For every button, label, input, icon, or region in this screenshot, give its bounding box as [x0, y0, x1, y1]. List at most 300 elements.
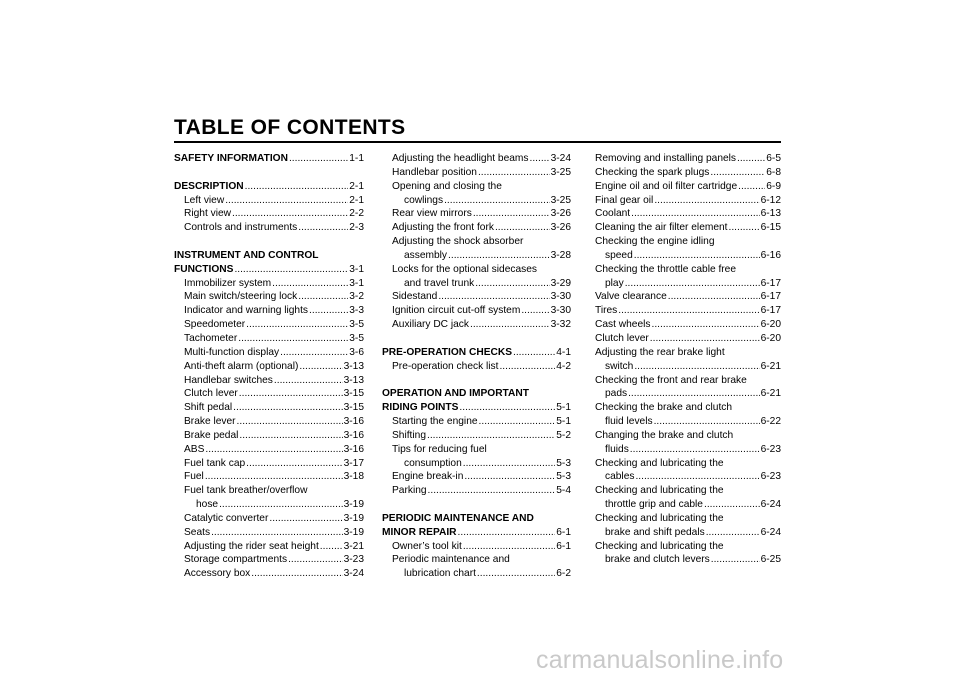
dot-leader — [205, 470, 343, 484]
dot-leader — [475, 277, 549, 291]
toc-entry[interactable] — [174, 540, 364, 554]
toc-page-number: 6-1 — [556, 526, 571, 538]
toc-entry[interactable] — [595, 166, 781, 180]
toc-entry-continued — [382, 387, 571, 401]
toc-entry[interactable] — [174, 318, 364, 332]
toc-entry-title: pads — [605, 388, 628, 400]
toc-entry-title: Accessory box — [184, 568, 251, 580]
toc-page-number: 3-16 — [343, 443, 364, 455]
toc-entry-title: Brake lever — [184, 416, 236, 428]
toc-entry-title: Tires — [595, 305, 618, 317]
toc-page-number: 3-16 — [343, 429, 364, 441]
toc-entry-title: Checking the brake and clutch — [595, 402, 733, 414]
toc-entry[interactable] — [382, 415, 571, 429]
toc-entry-title: Checking the front and rear brake — [595, 374, 747, 386]
dot-leader — [251, 567, 342, 581]
toc-entry[interactable] — [382, 290, 571, 304]
toc-entry[interactable] — [595, 498, 781, 512]
toc-page-number: 3-29 — [550, 277, 571, 289]
toc-entry-title: Starting the engine — [392, 416, 478, 428]
toc-entry[interactable] — [595, 249, 781, 263]
toc-entry-title: Final gear oil — [595, 194, 654, 206]
toc-entry-title: fluids — [605, 443, 629, 455]
toc-entry[interactable] — [174, 194, 364, 208]
toc-page-number: 6-23 — [760, 471, 781, 483]
dot-leader — [233, 401, 342, 415]
toc-entry[interactable] — [595, 526, 781, 540]
dot-leader — [711, 553, 760, 567]
toc-entry-title: assembly — [404, 249, 448, 261]
toc-section — [174, 152, 364, 166]
toc-page-number: 3-13 — [343, 360, 364, 372]
toc-entry-title: Clutch lever — [184, 388, 238, 400]
toc-page-number: 3-25 — [550, 194, 571, 206]
toc-entry-title: Adjusting the rear brake light — [595, 346, 725, 358]
toc-column-3 — [595, 152, 781, 581]
toc-page-number: 6-16 — [760, 249, 781, 261]
dot-leader — [274, 374, 343, 388]
dot-leader — [706, 526, 760, 540]
toc-entry-title: Adjusting the shock absorber — [392, 236, 524, 248]
toc-entry[interactable] — [382, 166, 571, 180]
toc-entry[interactable] — [382, 346, 571, 360]
dot-leader — [628, 387, 760, 401]
toc-entry-title: Storage compartments — [184, 554, 288, 566]
toc-page-number: 3-2 — [349, 291, 364, 303]
dot-leader — [654, 415, 760, 429]
toc-page-number: 3-6 — [349, 346, 364, 358]
toc-entry[interactable] — [174, 498, 364, 512]
toc-entry[interactable] — [382, 221, 571, 235]
toc-entry[interactable] — [595, 553, 781, 567]
toc-entry-title: RIDING POINTS — [382, 402, 459, 414]
dot-leader — [237, 415, 343, 429]
dot-leader — [458, 526, 556, 540]
dot-leader — [232, 207, 348, 221]
toc-entry[interactable] — [174, 429, 364, 443]
toc-entry-title: cables — [605, 471, 635, 483]
toc-section — [174, 180, 364, 235]
dot-leader — [444, 194, 550, 208]
toc-entry[interactable] — [595, 152, 781, 166]
toc-page-number: 3-15 — [343, 402, 364, 414]
toc-entry-continued — [174, 249, 364, 263]
dot-leader — [495, 221, 550, 235]
toc-entry[interactable] — [174, 263, 364, 277]
watermark-text: carmanualsonline.info — [536, 646, 784, 674]
toc-entry[interactable] — [174, 387, 364, 401]
toc-entry[interactable] — [174, 512, 364, 526]
dot-leader — [630, 443, 760, 457]
toc-entry-continued — [382, 512, 571, 526]
toc-page-number: 3-19 — [343, 499, 364, 511]
toc-entry-title: MINOR REPAIR — [382, 526, 457, 538]
dot-leader — [299, 360, 342, 374]
dot-leader — [246, 318, 348, 332]
toc-entry[interactable] — [382, 152, 571, 166]
toc-entry[interactable] — [595, 290, 781, 304]
dot-leader — [625, 277, 760, 291]
dot-leader — [470, 318, 550, 332]
toc-page-number: 6-20 — [760, 332, 781, 344]
toc-page-number: 6-9 — [766, 180, 781, 192]
toc-entry-continued — [595, 346, 781, 360]
toc-page-number: 1-1 — [349, 153, 364, 164]
dot-leader — [521, 304, 549, 318]
toc-entry-continued — [595, 429, 781, 443]
toc-entry-continued — [595, 401, 781, 415]
toc-page-number: 3-19 — [343, 512, 364, 524]
toc-entry[interactable] — [595, 304, 781, 318]
toc-entry[interactable] — [595, 207, 781, 221]
toc-entry-title: ABS — [184, 443, 205, 455]
toc-entry-title: Fuel tank cap — [184, 457, 246, 469]
dot-leader — [298, 221, 348, 235]
toc-page-number: 3-26 — [550, 222, 571, 234]
toc-page-number: 3-1 — [349, 277, 364, 289]
toc-entry[interactable] — [174, 277, 364, 291]
toc-page-number: 3-15 — [343, 388, 364, 400]
toc-entry-title: Sidestand — [392, 291, 438, 303]
dot-leader — [710, 166, 765, 180]
toc-page-number: 6-15 — [760, 222, 781, 234]
dot-leader — [320, 540, 343, 554]
toc-page-number: 2-1 — [349, 194, 364, 206]
toc-page-number: 6-5 — [766, 153, 781, 164]
toc-entry-title: Owner’s tool kit — [392, 540, 462, 552]
toc-page-number: 6-2 — [556, 568, 571, 580]
toc-page-number: 2-3 — [349, 222, 364, 234]
toc-entry-title: Immobilizer system — [184, 277, 272, 289]
dot-leader — [635, 470, 759, 484]
toc-entry-title: play — [605, 277, 624, 289]
toc-page-number: 3-1 — [349, 263, 364, 275]
toc-entry[interactable] — [382, 567, 571, 581]
toc-page-number: 3-21 — [343, 540, 364, 552]
dot-leader — [729, 221, 760, 235]
toc-entry-continued — [595, 263, 781, 277]
dot-leader — [438, 290, 549, 304]
toc-entry[interactable] — [174, 567, 364, 581]
dot-leader — [280, 346, 348, 360]
dot-leader — [211, 526, 343, 540]
toc-entry-title: Pre-operation check list — [392, 360, 499, 372]
dot-leader — [427, 429, 555, 443]
toc-entry-title: Handlebar switches — [184, 374, 273, 386]
toc-entry[interactable] — [174, 332, 364, 346]
toc-entry[interactable] — [174, 457, 364, 471]
toc-entry-title: Coolant — [595, 208, 631, 220]
toc-entry-title: Right view — [184, 208, 231, 220]
toc-entry-title: switch — [605, 360, 634, 372]
toc-entry-title: Ignition circuit cut-off system — [392, 305, 521, 317]
dot-leader — [219, 498, 343, 512]
toc-page-number: 6-13 — [760, 208, 781, 220]
toc-entry-title: Cleaning the air filter element — [595, 222, 728, 234]
toc-entry[interactable] — [174, 374, 364, 388]
dot-leader — [225, 194, 348, 208]
toc-page-number: 3-3 — [349, 305, 364, 317]
toc-entry-title: Checking and lubricating the — [595, 540, 724, 552]
toc-page-number: 5-1 — [556, 402, 571, 414]
toc-entry[interactable] — [382, 457, 571, 471]
toc-entry[interactable] — [382, 249, 571, 263]
toc-entry-title: Seats — [184, 526, 211, 538]
toc-page-number: 6-17 — [760, 305, 781, 317]
toc-entry-title: lubrication chart — [404, 568, 476, 580]
toc-entry-title: consumption — [404, 457, 462, 469]
toc-entry-title: throttle grip and cable — [605, 499, 703, 511]
toc-page-number: 5-3 — [556, 457, 571, 469]
toc-entry-title: brake and shift pedals — [605, 526, 705, 538]
toc-entry[interactable] — [382, 540, 571, 554]
toc-entry-title: Indicator and warning lights — [184, 305, 309, 317]
toc-entry[interactable] — [382, 429, 571, 443]
dot-leader — [205, 443, 342, 457]
toc-entry-title: Adjusting the rider seat height — [184, 540, 319, 552]
toc-page-number: 2-1 — [349, 180, 364, 192]
toc-entry-title: Checking the throttle cable free — [595, 263, 737, 275]
toc-entry-continued — [382, 263, 571, 277]
dot-leader — [272, 277, 348, 291]
toc-entry-continued — [595, 540, 781, 554]
dot-leader — [650, 332, 760, 346]
toc-page-number: 6-1 — [556, 540, 571, 552]
toc-entry-continued — [382, 443, 571, 457]
toc-entry-title: Changing the brake and clutch — [595, 429, 734, 441]
toc-page-number: 4-1 — [556, 346, 571, 358]
toc-entry-title: Auxiliary DC jack — [392, 319, 469, 331]
dot-leader — [463, 540, 555, 554]
toc-entry-continued — [382, 553, 571, 567]
toc-page-number: 3-25 — [550, 166, 571, 178]
toc-entry[interactable] — [382, 401, 571, 415]
toc-page-number: 3-18 — [343, 471, 364, 483]
toc-section — [382, 387, 571, 498]
toc-entry[interactable] — [595, 443, 781, 457]
toc-page-number: 6-22 — [760, 416, 781, 428]
toc-entry-title: Brake pedal — [184, 429, 239, 441]
toc-entry-title: SAFETY INFORMATION — [174, 153, 288, 164]
toc-entry-title: Periodic maintenance and — [392, 554, 510, 566]
toc-entry[interactable] — [595, 221, 781, 235]
toc-entry-title: Anti-theft alarm (optional) — [184, 360, 299, 372]
toc-entry-continued — [595, 374, 781, 388]
toc-column-2 — [382, 152, 571, 595]
toc-entry[interactable] — [595, 387, 781, 401]
toc-page-number: 3-24 — [343, 568, 364, 580]
toc-entry-title: Left view — [184, 194, 225, 206]
toc-page-number: 5-4 — [556, 485, 571, 497]
toc-entry-title: brake and clutch levers — [605, 554, 710, 566]
toc-page-number: 6-23 — [760, 443, 781, 455]
toc-entry-title: Opening and closing the — [392, 180, 502, 192]
dot-leader — [704, 498, 760, 512]
toc-page-number: 3-26 — [550, 208, 571, 220]
toc-entry[interactable] — [382, 526, 571, 540]
toc-entry[interactable] — [174, 470, 364, 484]
dot-leader — [618, 304, 759, 318]
toc-entry-title: Adjusting the headlight beams — [392, 153, 529, 164]
toc-entry-title: PERIODIC MAINTENANCE AND — [382, 512, 534, 524]
toc-entry-title: Cast wheels — [595, 319, 651, 331]
toc-entry[interactable] — [174, 180, 364, 194]
toc-entry[interactable] — [174, 304, 364, 318]
dot-leader — [634, 360, 759, 374]
toc-page-number: 6-21 — [760, 388, 781, 400]
dot-leader — [245, 180, 349, 194]
dot-leader — [269, 512, 342, 526]
dot-leader — [288, 553, 343, 567]
toc-entry[interactable] — [174, 401, 364, 415]
toc-entry-title: Controls and instruments — [184, 222, 298, 234]
dot-leader — [478, 166, 550, 180]
toc-entry[interactable] — [174, 221, 364, 235]
toc-page-number: 3-16 — [343, 416, 364, 428]
toc-entry-continued — [382, 180, 571, 194]
toc-entry-continued — [595, 457, 781, 471]
toc-section — [174, 249, 364, 581]
toc-entry[interactable] — [595, 180, 781, 194]
dot-leader — [652, 318, 760, 332]
toc-section — [382, 512, 571, 581]
dot-leader — [239, 387, 343, 401]
toc-entry-continued — [595, 484, 781, 498]
toc-entry-title: Parking — [392, 485, 427, 497]
toc-entry[interactable] — [174, 443, 364, 457]
dot-leader — [464, 470, 555, 484]
toc-entry-title: Shift pedal — [184, 402, 233, 414]
toc-page-number: 3-28 — [550, 249, 571, 261]
toc-page-number: 6-24 — [760, 526, 781, 538]
toc-page-number: 3-30 — [550, 291, 571, 303]
dot-leader — [668, 290, 760, 304]
toc-entry[interactable] — [174, 152, 364, 166]
toc-page-number: 3-30 — [550, 305, 571, 317]
dot-leader — [479, 415, 556, 429]
toc-entry-title: speed — [605, 249, 633, 261]
toc-entry-title: Valve clearance — [595, 291, 667, 303]
toc-entry-title: Clutch lever — [595, 332, 649, 344]
toc-entry-title: OPERATION AND IMPORTANT — [382, 388, 529, 400]
toc-page-number: 6-17 — [760, 277, 781, 289]
toc-entry[interactable] — [595, 318, 781, 332]
toc-entry-continued — [595, 235, 781, 249]
toc-entry[interactable] — [382, 470, 571, 484]
title-rule — [174, 141, 781, 143]
toc-entry[interactable] — [174, 526, 364, 540]
dot-leader — [530, 152, 550, 166]
dot-leader — [428, 484, 556, 498]
toc-entry[interactable] — [595, 332, 781, 346]
toc-entry-title: hose — [196, 499, 219, 511]
toc-entry[interactable] — [174, 360, 364, 374]
toc-entry[interactable] — [382, 277, 571, 291]
dot-leader — [239, 429, 342, 443]
toc-entry-continued — [382, 235, 571, 249]
toc-page-number: 3-13 — [343, 374, 364, 386]
toc-entry-title: Tachometer — [184, 332, 238, 344]
toc-entry[interactable] — [174, 415, 364, 429]
toc-page-number: 5-3 — [556, 471, 571, 483]
toc-entry-title: FUNCTIONS — [174, 263, 234, 275]
toc-entry[interactable] — [595, 470, 781, 484]
toc-page-number: 5-1 — [556, 416, 571, 428]
toc-entry[interactable] — [174, 553, 364, 567]
toc-entry-title: Locks for the optional sidecases — [392, 263, 537, 275]
dot-leader — [654, 194, 759, 208]
toc-page-number: 3-5 — [349, 319, 364, 331]
toc-page-number: 6-24 — [760, 499, 781, 511]
toc-entry-title: Adjusting the front fork — [392, 222, 494, 234]
dot-leader — [246, 457, 342, 471]
toc-entry-title: Shifting — [392, 429, 426, 441]
dot-leader — [499, 360, 555, 374]
page-title: TABLE OF CONTENTS — [174, 116, 406, 139]
toc-entry[interactable] — [595, 277, 781, 291]
toc-section — [382, 346, 571, 374]
toc-entry[interactable] — [595, 194, 781, 208]
toc-entry[interactable] — [382, 304, 571, 318]
toc-entry-title: Checking and lubricating the — [595, 485, 724, 497]
toc-entry[interactable] — [382, 484, 571, 498]
dot-leader — [463, 457, 556, 471]
dot-leader — [309, 304, 348, 318]
toc-entry[interactable] — [174, 290, 364, 304]
toc-entry-title: Checking and lubricating the — [595, 512, 724, 524]
dot-leader — [477, 567, 555, 581]
toc-entry-title: cowlings — [404, 194, 444, 206]
toc-entry[interactable] — [382, 360, 571, 374]
toc-entry-title: Checking and lubricating the — [595, 457, 724, 469]
toc-page-number: 6-20 — [760, 319, 781, 331]
toc-entry-title: Main switch/steering lock — [184, 291, 298, 303]
toc-entry[interactable] — [174, 346, 364, 360]
dot-leader — [448, 249, 550, 263]
toc-entry-title: Tips for reducing fuel — [392, 443, 487, 455]
toc-page-number: 4-2 — [556, 360, 571, 372]
dot-leader — [513, 346, 555, 360]
dot-leader — [459, 401, 555, 415]
toc-entry-title: INSTRUMENT AND CONTROL — [174, 249, 319, 261]
toc-entry[interactable] — [382, 207, 571, 221]
toc-page-number: 3-24 — [550, 153, 571, 164]
dot-leader — [238, 332, 348, 346]
dot-leader — [631, 207, 759, 221]
toc-entry-title: Engine oil and oil filter cartridge — [595, 180, 738, 192]
toc-entry[interactable] — [595, 415, 781, 429]
dot-leader — [298, 290, 348, 304]
dot-leader — [737, 152, 765, 166]
toc-entry[interactable] — [382, 318, 571, 332]
dot-leader — [634, 249, 760, 263]
toc-entry-title: Checking the spark plugs — [595, 166, 710, 178]
toc-entry[interactable] — [174, 207, 364, 221]
toc-entry[interactable] — [595, 360, 781, 374]
toc-entry[interactable] — [382, 194, 571, 208]
toc-entry-title: PRE-OPERATION CHECKS — [382, 346, 512, 358]
toc-entry-title: and travel trunk — [404, 277, 475, 289]
toc-page-number: 6-12 — [760, 194, 781, 206]
toc-entry-title: Fuel — [184, 471, 204, 483]
toc-column-1 — [174, 152, 364, 595]
toc-page-number: 6-17 — [760, 291, 781, 303]
toc-page-number: 5-2 — [556, 429, 571, 441]
toc-entry-title: fluid levels — [605, 416, 653, 428]
toc-page-number: 3-32 — [550, 319, 571, 331]
toc-entry-title: Fuel tank breather/overflow — [184, 485, 308, 497]
toc-page-number: 2-2 — [349, 208, 364, 220]
